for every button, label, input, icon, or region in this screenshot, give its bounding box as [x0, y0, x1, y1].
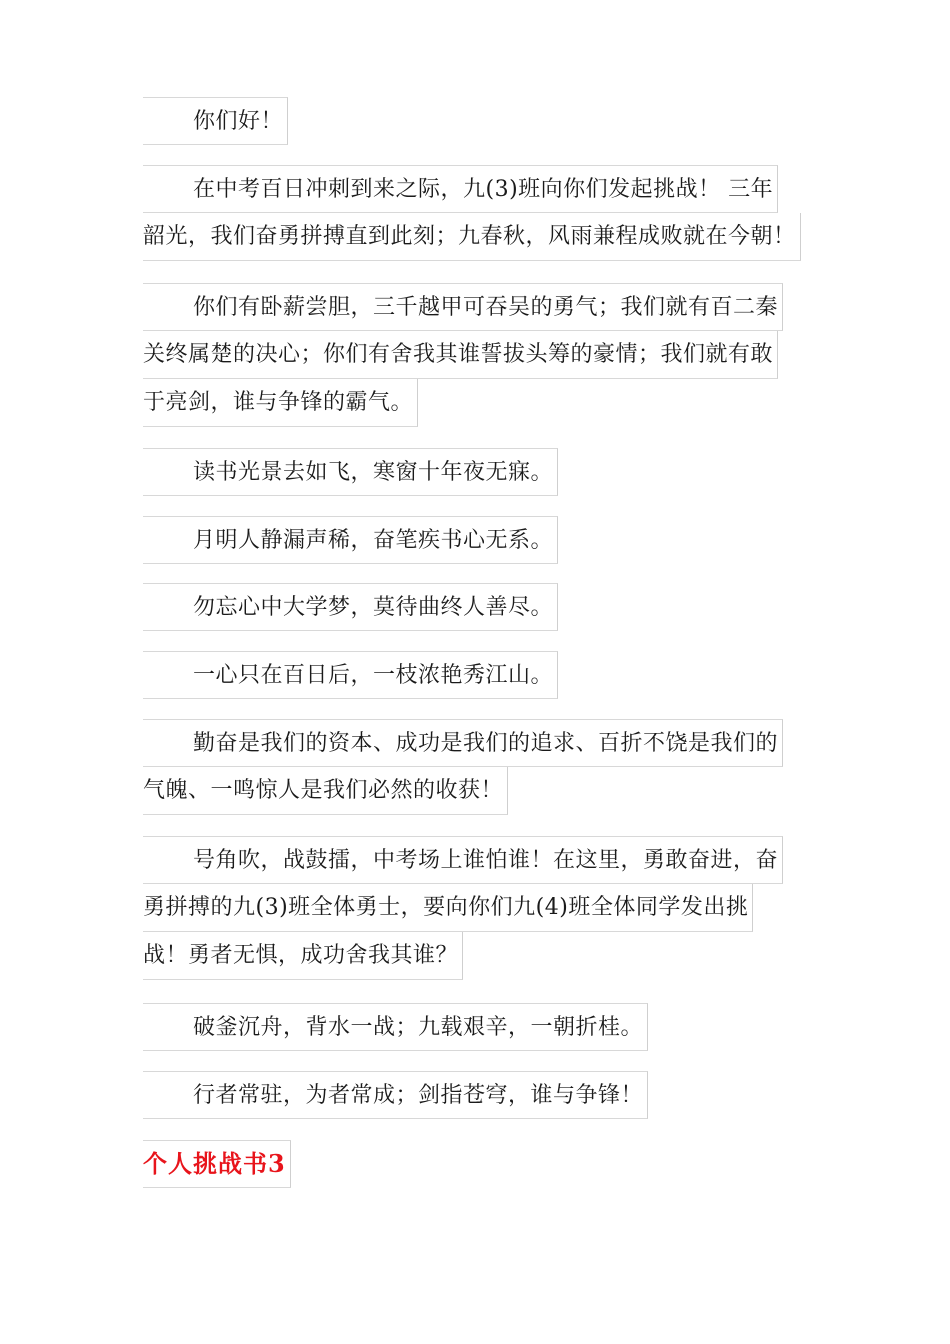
paragraph-battle-call [143, 836, 783, 980]
paragraph-line: 于亮剑，谁与争锋的霸气。 [143, 379, 418, 427]
paragraph-poem-line-2 [143, 516, 558, 564]
paragraph-line: 月明人静漏声稀，奋笔疾书心无系。 [143, 516, 558, 564]
paragraph-line: 读书光景去如飞，寒窗十年夜无寐。 [143, 448, 558, 496]
paragraph-line: 勇拼搏的九(3)班全体勇士，要向你们九(4)班全体同学发出挑 [143, 884, 753, 932]
paragraph-line: 气魄、一鸣惊人是我们必然的收获！ [143, 767, 508, 815]
paragraph-challenge-intro [143, 165, 801, 261]
paragraph-poem-line-3 [143, 583, 558, 631]
paragraph-line: 你们好！ [143, 97, 288, 145]
paragraph-line: 破釜沉舟，背水一战；九载艰辛，一朝折桂。 [143, 1003, 648, 1051]
paragraph-poem-line-1 [143, 448, 558, 496]
paragraph-line: 韶光，我们奋勇拼搏直到此刻；九春秋，风雨兼程成败就在今朝！ [143, 213, 801, 261]
paragraph-closing [143, 1071, 648, 1119]
paragraph-line: 行者常驻，为者常成；剑指苍穹，谁与争锋！ [143, 1071, 648, 1119]
paragraph-line: 关终属楚的决心；你们有舍我其谁誓拔头筹的豪情；我们就有敢 [143, 331, 778, 379]
paragraph-line: 号角吹，战鼓擂，中考场上谁怕谁！在这里，勇敢奋进，奋 [143, 836, 783, 884]
paragraph-line: 在中考百日冲刺到来之际，九(3)班向你们发起挑战！ 三年 [143, 165, 778, 213]
paragraph-line: 你们有卧薪尝胆，三千越甲可吞吴的勇气；我们就有百二秦 [143, 283, 783, 331]
section-heading: 个人挑战书3 [143, 1140, 291, 1188]
paragraph-poem-line-4 [143, 651, 558, 699]
paragraph-courage [143, 283, 783, 427]
paragraph-line: 勿忘心中大学梦，莫待曲终人善尽。 [143, 583, 558, 631]
paragraph-line: 战！勇者无惧，成功舍我其谁？ [143, 932, 463, 980]
paragraph-line: 一心只在百日后，一枝浓艳秀江山。 [143, 651, 558, 699]
paragraph-diligence [143, 719, 783, 815]
paragraph-line: 勤奋是我们的资本、成功是我们的追求、百折不饶是我们的 [143, 719, 783, 767]
paragraph-resolve [143, 1003, 648, 1051]
paragraph-greeting [143, 97, 288, 145]
